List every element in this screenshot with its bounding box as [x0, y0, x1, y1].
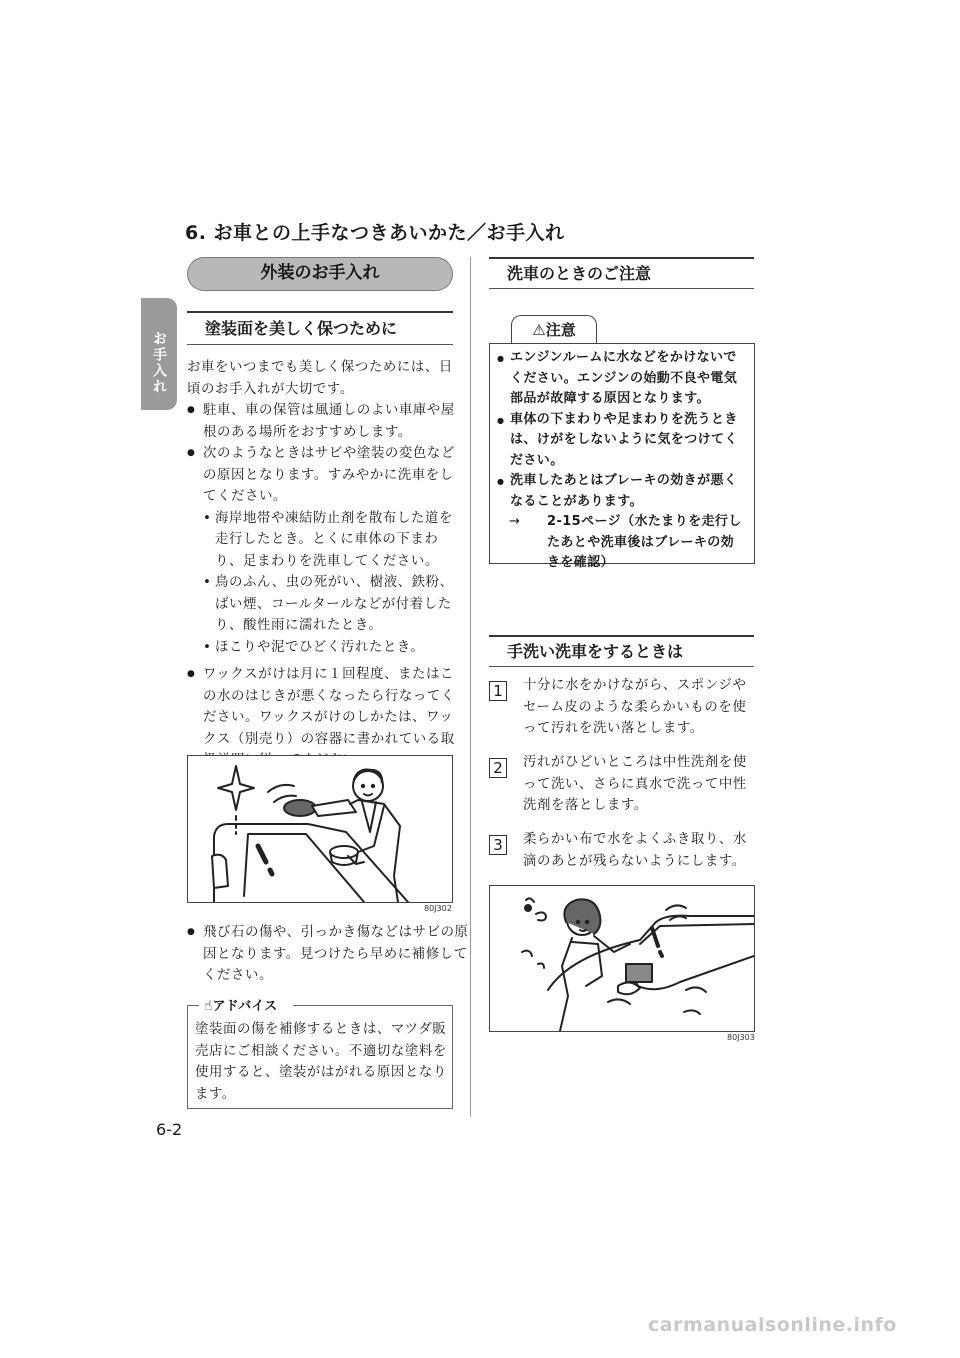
caution-tab	[511, 315, 597, 343]
caution-title: 注意	[545, 321, 576, 339]
caution-item-engine-room: ● エンジンルームに水などをかけないでください。エンジンの始動不良や電気部品が故障する原因となります。	[497, 348, 746, 410]
bullet-chips: ● 飛び石の傷や、引っかき傷などはサビの原因となります。見つけたら早めに補修してください。	[187, 922, 471, 987]
sub-bullet-coastal: • 海岸地帯や凍結防止剤を散布した道を走行したとき。とくに車体の下まわり、足まわりを洗車してください。	[187, 508, 455, 573]
advice-title: アドバイス	[212, 999, 278, 1014]
step-text: 汚れがひどいところは中性洗剤を使って洗い、さらに真水で洗って中性洗剤を落とします。	[523, 755, 747, 813]
illustration-code: 80J303	[727, 1033, 755, 1042]
advice-text: 塗装面の傷を補修するときは、マツダ販売店にご相談ください。不適切な塗料を使用すると、塗装がはがれる原因となります。	[195, 1022, 447, 1102]
waxing-illustration	[187, 755, 453, 903]
wiping-illustration	[489, 885, 755, 1032]
step-number: 3	[489, 835, 507, 855]
sub-bullet-mud: • ほこりや泥でひどく汚れたとき。	[187, 637, 455, 659]
page-heading: 6. お車との上手なつきあいかた／お手入れ	[185, 222, 565, 244]
advice-heading	[202, 995, 281, 1014]
watermark: carmanualsonline.info	[648, 1314, 897, 1336]
sub-bullet-droppings: • 鳥のふん、虫の死がい、樹液、鉄粉、ばい煙、コールタールなどが付着したり、酸性雨に濡れたとき。	[187, 572, 455, 637]
left-body-text	[187, 357, 455, 772]
bullet-rust-causes: ● 次のようなときはサビや塗装の変色などの原因となります。すみやかに洗車をしてください。	[187, 443, 455, 508]
chapter-side-tab	[141, 298, 177, 410]
bullet-wax: ● ワックスがけは月に１回程度、またはこの水のはじきが悪くなったら行なってください。ワックスがけのしかたは、ワックス（別売り）の容器に書かれている取	[187, 664, 455, 772]
intro-paragraph: お車をいつまでも美しく保つためには、日頃のお手入れが大切です。	[187, 360, 453, 397]
wiping-drawing	[490, 886, 754, 1031]
caution-item-brakes: ● 洗車したあとはブレーキの効きが悪くなることがあります。	[497, 471, 746, 512]
step-text: 十分に水をかけながら、スポンジやセーム皮のような柔らかいものを使って汚れを洗い落とします。	[523, 678, 747, 736]
side-tab-label: お手入れ	[151, 331, 167, 395]
reference-arrow: →	[509, 514, 521, 529]
subheading-paint-care: 塗装面を美しく保つために	[187, 311, 453, 345]
caution-page-reference	[497, 512, 746, 574]
waxing-drawing	[188, 756, 452, 902]
step-number: 2	[489, 758, 507, 778]
illustration-code: 80J302	[424, 904, 452, 913]
caution-box	[489, 343, 755, 570]
step-number: 1	[489, 681, 507, 701]
subheading-hand-wash: 手洗い洗車をするときは	[489, 635, 754, 667]
warning-triangle-icon: ⚠	[532, 321, 546, 339]
subheading-wash-caution: 洗車のときのご注意	[489, 257, 754, 289]
reference-text: 2-15ページ（水たまりを走行したあとや洗車後はブレーキの効きを確認）	[547, 514, 742, 570]
column-divider	[470, 257, 471, 1117]
hand-pointer-icon: ☝	[204, 998, 213, 1014]
bullet-parking: ● 駐車、車の保管は風通しのよい車庫や屋根のある場所をおすすめします。	[187, 400, 455, 443]
step-text: 柔らかい布で水をよくふき取り、水滴のあとが残らないようにします。	[523, 832, 747, 869]
caution-item-underbody: ● 車体の下まわりや足まわりを洗うときは、けがをしないように気をつけてください。	[497, 410, 746, 472]
section-title-pill: 外装のお手入れ	[187, 257, 453, 291]
page-number: 6-2	[156, 1120, 183, 1139]
